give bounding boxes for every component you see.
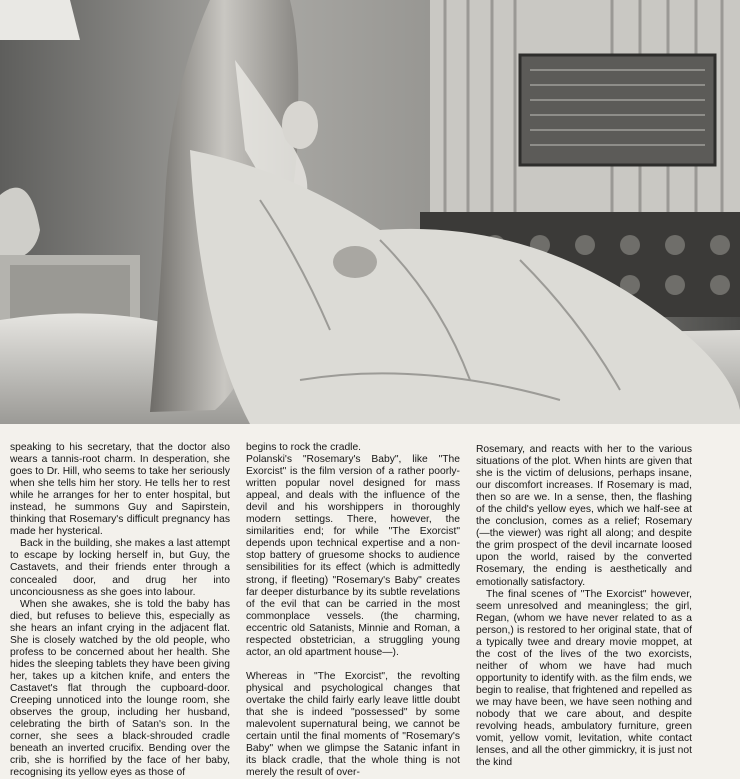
text-column-2 xyxy=(246,442,460,779)
article-text-columns xyxy=(0,424,740,779)
column2-paragraph-1: begins to rock the cradle. xyxy=(246,442,362,453)
column3-paragraph-1: Rosemary, and reacts with her to the various situations of the plot. When hints are given that she is the victim of delusions, perhaps insane, our discomfort increases. If Rosemary is mad, then so are we. In a sense, then, the flashing of the child's yellow eyes, which we half-see at the conclusion, comes as a relief; Rosemary (—the viewer) was right all along; and despite the grim prospect of the devil incarnate loosed upon the world, raised by the converted Rosemary, the ending is aesthetically and emotionally satisfactory. xyxy=(476,444,692,588)
text-column-1 xyxy=(10,442,230,779)
column2-paragraph-2: Polanski's "Rosemary's Baby", like "The Exorcist" is the film version of a rather poorly-written popular novel designed for mass appeal, and deals with the influence of the devil and his worshippers in thoroughly modern settings. There, however, the similarities end; for while "The Exorcist" depends upon technical expertise and a non-stop battery of gruesome shocks to audience sensibilities for its effect (which is admittedly strong, if fleeting) "Rosemary's Baby" creates far deeper disturbance by its subtle revelations of the evil that can be carried in the most commonplace vessels. (the charming, eccentric old Satanists, Minnie and Roman, a respected obstetrician, a struggling young actor, an old apartment house—). xyxy=(246,454,460,658)
column1-paragraph-2: Back in the building, she makes a last attempt to escape by locking herself in, but Guy, the Castavets, and their friends enter through a concealed door, and drug her into unconciousness as she goes into labour. xyxy=(10,538,230,598)
column2-paragraph-3: Whereas in "The Exorcist", the revolting physical and psychological changes that overtake the child fairly early leave little doubt that she is indeed "possessed" by some malevolent supernatural being, we cannot be certain until the final moments of "Rosemary's Baby" when we glimpse the Satanic infant in its black cradle, that the whole thing is not merely the result of over- xyxy=(246,670,460,779)
text-column-3 xyxy=(476,444,692,769)
column3-paragraph-2: The final scenes of "The Exorcist" however, seem unresolved and meaningless; the girl, Regan, (whom we have never related to as a person,) is restored to her original state, that of a typically twee and dreary movie moppet, at the cost of the lives of the two exorcists, neither of whom we have had much opportunity to identify with. as the film ends, we begin to realise, that frightened and repelled as we may have been, we have seen nothing and nobody that we care about, and despite revolving heads, ambulatory furniture, green vomit, yellow vomit, levitation, white contact lenses, and all the other gimmickry, it is just not the kind xyxy=(476,588,692,769)
column1-paragraph-3: When she awakes, she is told the baby has died, but refuses to believe this, especially as she hears an infant crying in the adjacent flat. She is closely watched by the old people, who profess to be concerned about her health. She hides the sleeping tablets they have been giving her, takes up a kitchen knife, and enters the Castavet's flat through the cupboard-door. Creeping unnoticed into the lounge room, she observes the group, including her husband, celebrating the birth of Satan's son. In the corner, she sees a black-shrouded cradle beneath an inverted crucifix. Bending over the crib, she is horrified by the face of her baby, recognising its yellow eyes as those of xyxy=(10,598,230,779)
column1-paragraph-1: speaking to his secretary, that the doctor also wears a tannis-root charm. In desperation, she goes to Dr. Hill, who seems to take her seriously when she tells him her story. He tells her to rest while he arranges for her to enter hospital, but instead, he summons Guy and Sapirstein, thinking that Rosemary's difficult pregnancy has made her hysterical. xyxy=(10,442,230,538)
